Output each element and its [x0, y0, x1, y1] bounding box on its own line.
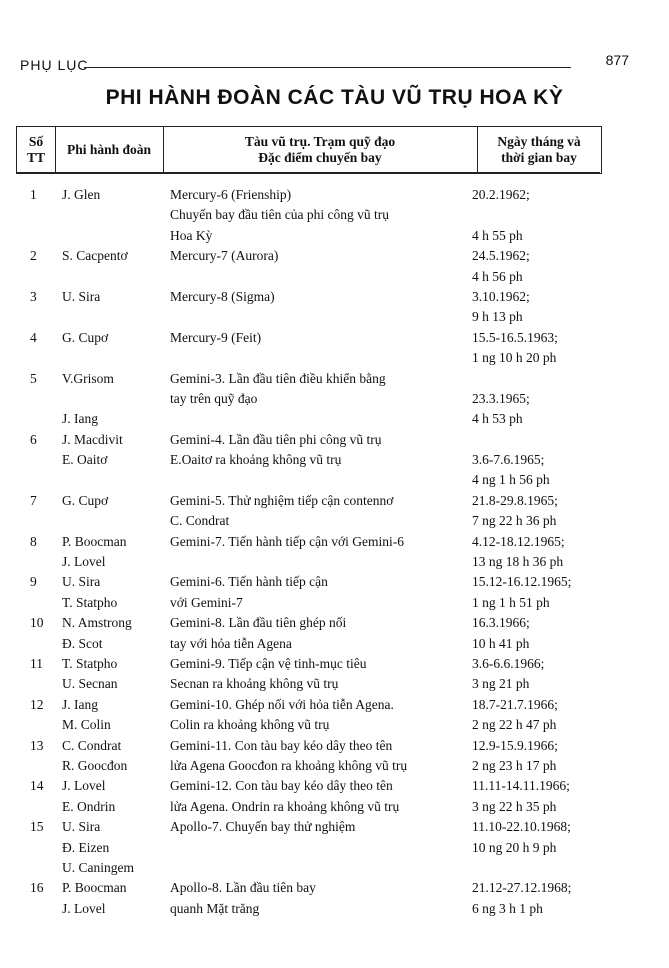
- flight-description: Gemini-8. Lần đầu tiên ghép nối: [170, 615, 347, 631]
- crew-member: J. Iang: [62, 411, 98, 427]
- column-crew-label: Phi hành đoàn: [66, 142, 152, 157]
- header-rule: [84, 67, 571, 68]
- row-number: 6: [30, 431, 37, 447]
- column-date: [477, 127, 601, 173]
- row-line: [0, 756, 669, 776]
- row-number: 4: [30, 329, 37, 345]
- crew-member: U. Sira: [62, 288, 101, 304]
- crew-member: G. Cupơ: [62, 492, 109, 508]
- column-number-line1: Số: [28, 134, 44, 149]
- row-number: 14: [30, 778, 44, 794]
- row-line: [0, 185, 669, 205]
- flight-date: 1 ng 1 h 51 ph: [472, 594, 550, 610]
- flight-date: 15.12-16.12.1965;: [472, 574, 572, 590]
- column-flight: [163, 127, 477, 173]
- row-line: [0, 348, 669, 368]
- flight-date: 3.6-7.6.1965;: [472, 452, 545, 468]
- crew-member: E. Ondrin: [62, 798, 116, 814]
- row-number: 1: [30, 187, 37, 202]
- flight-description: Gemini-5. Thử nghiệm tiếp cận contennơ: [170, 492, 394, 508]
- flight-description: Gemini-3. Lần đầu tiên điều khiển bằng: [170, 370, 386, 386]
- row-line: [0, 246, 669, 266]
- flight-description: Gemini-6. Tiến hành tiếp cận: [170, 574, 328, 590]
- crew-member: U. Sira: [62, 574, 101, 590]
- row-number: 8: [30, 533, 37, 549]
- row-line: [0, 307, 669, 327]
- row-line: [0, 389, 669, 409]
- row-line: [0, 572, 669, 592]
- column-flight-line2: Đặc điểm chuyến bay: [258, 150, 382, 165]
- crew-member: J. Glen: [62, 187, 101, 202]
- crew-member: U. Caningem: [62, 859, 134, 875]
- flight-date: 21.12-27.12.1968;: [472, 880, 572, 896]
- flight-date: 12.9-15.9.1966;: [472, 737, 558, 753]
- row-line: [0, 470, 669, 490]
- crew-member: J. Macdivit: [62, 431, 123, 447]
- table-row: [0, 491, 669, 532]
- flight-description: Secnan ra khoảng không vũ trụ: [170, 676, 339, 692]
- flight-description: C. Condrat: [170, 513, 230, 529]
- flight-date: 24.5.1962;: [472, 248, 530, 264]
- row-line: [0, 491, 669, 511]
- flight-date: 7 ng 22 h 36 ph: [472, 513, 557, 529]
- row-line: [0, 593, 669, 613]
- row-line: [0, 226, 669, 246]
- row-line: [0, 430, 669, 450]
- flight-description: Mercury-9 (Feit): [170, 329, 262, 345]
- crew-member: Đ. Scot: [62, 635, 103, 651]
- row-line: [0, 838, 669, 858]
- table-header: [16, 126, 602, 174]
- column-flight-line1: Tàu vũ trụ. Trạm quỹ đạo: [244, 134, 396, 149]
- flight-description: Colin ra khoảng không vũ trụ: [170, 717, 330, 733]
- column-crew: [55, 127, 163, 173]
- table-row: [0, 613, 669, 654]
- flight-description: Mercury-8 (Sigma): [170, 288, 275, 304]
- flight-description: lửa Agena. Ondrin ra khoảng không vũ trụ: [170, 798, 400, 814]
- row-line: [0, 634, 669, 654]
- column-date-line2: thời gian bay: [501, 150, 577, 165]
- flight-description: Gemini-9. Tiếp cận vệ tinh-mục tiêu: [170, 655, 367, 671]
- row-number: 3: [30, 288, 37, 304]
- row-number: 11: [30, 655, 43, 671]
- row-line: [0, 776, 669, 796]
- flight-date: 3 ng 21 ph: [472, 676, 530, 692]
- row-number: 13: [30, 737, 44, 753]
- crew-member: G. Cupơ: [62, 329, 109, 345]
- table-row: [0, 287, 669, 328]
- crew-member: T. Statpho: [62, 594, 118, 610]
- column-number: [17, 127, 55, 173]
- crew-member: P. Boocman: [62, 533, 127, 549]
- table-row: [0, 246, 669, 287]
- row-line: [0, 328, 669, 348]
- table-row: [0, 369, 669, 430]
- flight-description: Mercury-7 (Aurora): [170, 248, 279, 264]
- row-number: 7: [30, 492, 37, 508]
- row-number: 10: [30, 615, 44, 631]
- flight-date: 3.10.1962;: [472, 288, 530, 304]
- flight-description: tay với hỏa tiễn Agena: [170, 635, 292, 651]
- flight-description: lửa Agena Goocđon ra khoảng không vũ trụ: [170, 757, 408, 773]
- crew-member: C. Condrat: [62, 737, 122, 753]
- crew-member: M. Colin: [62, 717, 111, 733]
- row-number: 2: [30, 248, 37, 264]
- flight-date: 10 h 41 ph: [472, 635, 530, 651]
- row-line: [0, 511, 669, 531]
- table-row: [0, 430, 669, 491]
- flight-description: Apollo-8. Lần đầu tiên bay: [170, 880, 316, 896]
- flight-date: 4 h 56 ph: [472, 268, 523, 284]
- crew-member: J. Lovel: [62, 900, 106, 916]
- crew-member: J. Iang: [62, 696, 98, 712]
- row-line: [0, 797, 669, 817]
- flight-date: 16.3.1966;: [472, 615, 530, 631]
- flight-date: 4 h 53 ph: [472, 411, 523, 427]
- table-row: [0, 695, 669, 736]
- flight-date: 23.3.1965;: [472, 390, 530, 406]
- flight-description: Gemini-4. Lần đầu tiên phi công vũ trụ: [170, 431, 382, 447]
- flight-date: 4.12-18.12.1965;: [472, 533, 565, 549]
- row-number: 16: [30, 880, 44, 896]
- flight-description: với Gemini-7: [170, 594, 243, 610]
- table-bottom-rule: [16, 172, 600, 174]
- flight-date: 2 ng 22 h 47 ph: [472, 717, 557, 733]
- header-section: PHỤ LỤC: [20, 57, 89, 73]
- table-row: [0, 328, 669, 369]
- row-line: [0, 552, 669, 572]
- table-row: [0, 572, 669, 613]
- flight-date: 11.11-14.11.1966;: [472, 778, 570, 794]
- flight-date: 4 h 55 ph: [472, 227, 523, 243]
- flight-description: tay trên quỹ đạo: [170, 390, 258, 406]
- flight-date: 1 ng 10 h 20 ph: [472, 350, 557, 366]
- crew-member: P. Boocman: [62, 880, 127, 896]
- crew-member: J. Lovel: [62, 778, 106, 794]
- row-line: [0, 450, 669, 470]
- flight-date: 4 ng 1 h 56 ph: [472, 472, 550, 488]
- crew-member: Đ. Eizen: [62, 839, 110, 855]
- row-line: [0, 287, 669, 307]
- table-row: [0, 654, 669, 695]
- flight-date: 18.7-21.7.1966;: [472, 696, 558, 712]
- flight-date: 9 h 13 ph: [472, 309, 523, 325]
- crew-member: J. Lovel: [62, 554, 106, 570]
- flight-description: Gemini-12. Con tàu bay kéo dây theo tên: [170, 778, 393, 794]
- flight-date: 2 ng 23 h 17 ph: [472, 757, 557, 773]
- table-row: [0, 532, 669, 573]
- table-row: [0, 736, 669, 777]
- flight-date: 11.10-22.10.1968;: [472, 819, 571, 835]
- row-line: [0, 899, 669, 919]
- table-row: [0, 878, 669, 919]
- flight-description: Hoa Kỳ: [170, 227, 213, 243]
- crew-member: U. Sira: [62, 819, 101, 835]
- row-number: 9: [30, 574, 37, 590]
- page-title: PHI HÀNH ĐOÀN CÁC TÀU VŨ TRỤ HOA KỲ: [105, 86, 564, 109]
- row-line: [0, 736, 669, 756]
- table-row: [0, 185, 669, 246]
- flight-description: Chuyến bay đầu tiên của phi công vũ trụ: [170, 207, 389, 223]
- page-number: 877: [605, 52, 629, 68]
- crew-member: T. Statpho: [62, 655, 118, 671]
- row-line: [0, 532, 669, 552]
- column-number-line2: TT: [26, 150, 45, 165]
- crew-member: E. Oaitơ: [62, 452, 108, 468]
- row-line: [0, 267, 669, 287]
- crew-member: S. Cacpentơ: [62, 248, 128, 264]
- row-line: [0, 613, 669, 633]
- flight-description: Mercury-6 (Frienship): [170, 187, 292, 202]
- flight-description: Gemini-10. Ghép nối với hỏa tiễn Agena.: [170, 696, 394, 712]
- flight-date: 10 ng 20 h 9 ph: [472, 839, 557, 855]
- row-line: [0, 858, 669, 878]
- flight-description: Gemini-7. Tiến hành tiếp cận với Gemini-6: [170, 533, 404, 549]
- table-row: [0, 817, 669, 878]
- table-row: [0, 776, 669, 817]
- row-line: [0, 369, 669, 389]
- row-number: 5: [30, 370, 37, 386]
- row-line: [0, 817, 669, 837]
- crew-member: U. Secnan: [62, 676, 118, 692]
- flight-date: 13 ng 18 h 36 ph: [472, 554, 564, 570]
- flight-date: 20.2.1962;: [472, 187, 530, 202]
- crew-member: N. Amstrong: [62, 615, 132, 631]
- column-date-line1: Ngày tháng và: [497, 134, 581, 149]
- flight-date: 15.5-16.5.1963;: [472, 329, 558, 345]
- row-line: [0, 654, 669, 674]
- row-line: [0, 674, 669, 694]
- row-line: [0, 409, 669, 429]
- crew-member: V.Grisom: [62, 370, 114, 386]
- row-number: 15: [30, 819, 44, 835]
- crew-member: R. Goocđon: [62, 757, 128, 773]
- row-number: 12: [30, 696, 44, 712]
- row-line: [0, 715, 669, 735]
- row-line: [0, 205, 669, 225]
- flight-description: Gemini-11. Con tàu bay kéo dây theo tên: [170, 737, 393, 753]
- table-body: [0, 185, 669, 919]
- row-line: [0, 878, 669, 898]
- flight-description: quanh Mặt trăng: [170, 900, 260, 916]
- flight-date: 3.6-6.6.1966;: [472, 655, 545, 671]
- flight-date: 3 ng 22 h 35 ph: [472, 798, 557, 814]
- flight-description: E.Oaitơ ra khoảng không vũ trụ: [170, 452, 342, 468]
- flight-date: 6 ng 3 h 1 ph: [472, 900, 543, 916]
- flight-date: 21.8-29.8.1965;: [472, 492, 558, 508]
- row-line: [0, 695, 669, 715]
- flight-description: Apollo-7. Chuyến bay thử nghiệm: [170, 819, 356, 835]
